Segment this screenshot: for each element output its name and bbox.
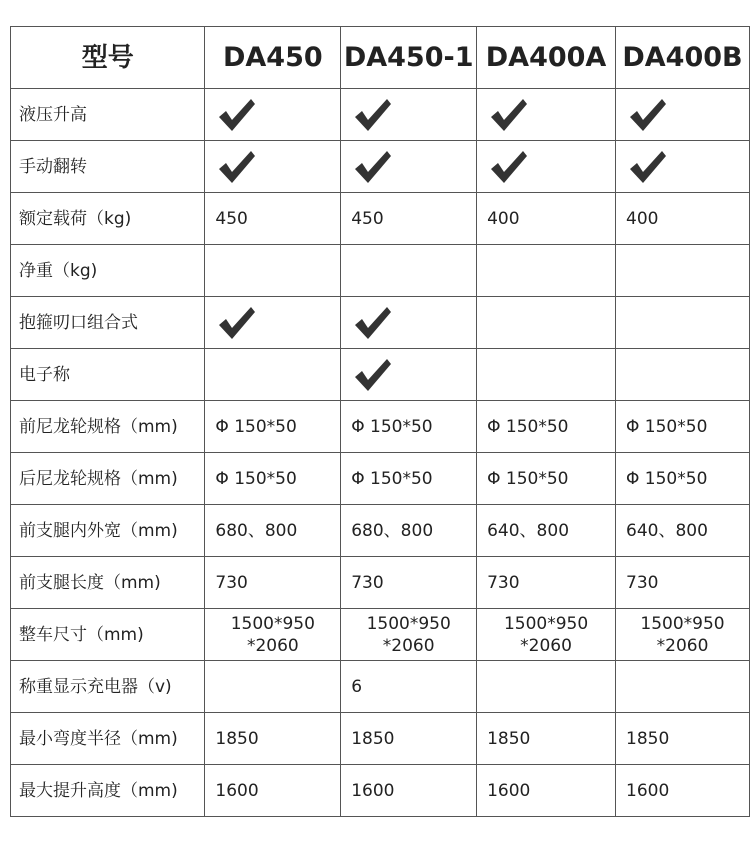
table-cell bbox=[205, 713, 341, 765]
cell-value: Φ 150*50 bbox=[487, 468, 569, 489]
cell-value: 450 bbox=[215, 208, 248, 229]
row-label: 额定载荷（kg) bbox=[11, 193, 205, 245]
cell-value: 730 bbox=[351, 572, 384, 593]
cell-value: Φ 150*50 bbox=[215, 468, 297, 489]
table-cell bbox=[341, 349, 477, 401]
table-row bbox=[11, 661, 750, 713]
cell-value: Φ 150*50 bbox=[215, 416, 297, 437]
table-cell bbox=[477, 141, 616, 193]
table-cell bbox=[205, 401, 341, 453]
row-label: 整车尺寸（mm) bbox=[11, 609, 205, 661]
table-cell bbox=[477, 609, 616, 661]
table-cell bbox=[616, 401, 750, 453]
table-cell bbox=[341, 89, 477, 141]
cell-value: 1600 bbox=[351, 780, 395, 801]
table-row bbox=[11, 245, 750, 297]
table-row bbox=[11, 193, 750, 245]
table-cell bbox=[205, 765, 341, 817]
header-model-label: 型号 bbox=[11, 27, 205, 89]
cell-value: 680、800 bbox=[351, 520, 434, 541]
checkmark-icon bbox=[353, 96, 393, 134]
row-label: 称重显示充电器（v) bbox=[11, 661, 205, 713]
table-cell bbox=[616, 193, 750, 245]
table-cell bbox=[477, 765, 616, 817]
table-row bbox=[11, 609, 750, 661]
cell-line: 1500*950 bbox=[366, 613, 451, 634]
cell-value: 640、800 bbox=[487, 520, 570, 541]
cell-value: 730 bbox=[215, 572, 248, 593]
table-row bbox=[11, 89, 750, 141]
checkmark-icon bbox=[489, 148, 529, 186]
table-cell bbox=[616, 713, 750, 765]
table-cell bbox=[205, 505, 341, 557]
table-row bbox=[11, 349, 750, 401]
table-cell bbox=[205, 453, 341, 505]
table-row bbox=[11, 765, 750, 817]
cell-value: 730 bbox=[626, 572, 659, 593]
checkmark-icon bbox=[217, 304, 257, 342]
table-cell bbox=[341, 401, 477, 453]
table-cell bbox=[477, 245, 616, 297]
table-row bbox=[11, 453, 750, 505]
table-cell bbox=[205, 245, 341, 297]
table-cell bbox=[616, 245, 750, 297]
table-cell bbox=[205, 141, 341, 193]
table-cell bbox=[205, 193, 341, 245]
table-cell bbox=[477, 713, 616, 765]
table-cell bbox=[616, 661, 750, 713]
row-label: 后尼龙轮规格（mm) bbox=[11, 453, 205, 505]
table-cell bbox=[205, 609, 341, 661]
table-cell bbox=[616, 141, 750, 193]
row-label: 抱箍叨口组合式 bbox=[11, 297, 205, 349]
table-cell bbox=[616, 297, 750, 349]
header-model-da450: DA450 bbox=[205, 27, 341, 89]
table-cell bbox=[616, 765, 750, 817]
table-cell bbox=[477, 557, 616, 609]
table-cell bbox=[341, 713, 477, 765]
header-model-da400b: DA400B bbox=[616, 27, 750, 89]
table-cell bbox=[616, 349, 750, 401]
row-label: 最小弯度半径（mm) bbox=[11, 713, 205, 765]
table-cell bbox=[205, 297, 341, 349]
checkmark-icon bbox=[217, 96, 257, 134]
row-label: 液压升高 bbox=[11, 89, 205, 141]
table-cell bbox=[616, 609, 750, 661]
table-cell bbox=[477, 505, 616, 557]
cell-value: 1850 bbox=[215, 728, 259, 749]
row-label: 前支腿长度（mm) bbox=[11, 557, 205, 609]
row-label: 最大提升高度（mm) bbox=[11, 765, 205, 817]
cell-value: Φ 150*50 bbox=[626, 416, 708, 437]
table-cell bbox=[341, 141, 477, 193]
cell-value: 1850 bbox=[351, 728, 395, 749]
spec-table-body bbox=[11, 27, 750, 817]
cell-value: 400 bbox=[487, 208, 520, 229]
header-row bbox=[11, 27, 750, 89]
row-label: 电子称 bbox=[11, 349, 205, 401]
checkmark-icon bbox=[353, 356, 393, 394]
cell-value: 1600 bbox=[487, 780, 531, 801]
spec-table bbox=[10, 26, 750, 817]
cell-value: 680、800 bbox=[215, 520, 298, 541]
row-label: 手动翻转 bbox=[11, 141, 205, 193]
row-label: 前支腿内外宽（mm) bbox=[11, 505, 205, 557]
table-cell bbox=[341, 661, 477, 713]
table-cell bbox=[341, 453, 477, 505]
table-cell bbox=[616, 89, 750, 141]
row-label: 前尼龙轮规格（mm) bbox=[11, 401, 205, 453]
table-cell bbox=[341, 609, 477, 661]
cell-value: Φ 150*50 bbox=[351, 416, 433, 437]
cell-line: 1500*950 bbox=[503, 613, 589, 634]
table-cell bbox=[205, 349, 341, 401]
cell-line: 1500*950 bbox=[230, 613, 315, 634]
table-row bbox=[11, 557, 750, 609]
table-cell bbox=[341, 557, 477, 609]
cell-value: 730 bbox=[487, 572, 520, 593]
cell-value: Φ 150*50 bbox=[626, 468, 708, 489]
table-cell bbox=[477, 193, 616, 245]
cell-value: 1600 bbox=[215, 780, 259, 801]
checkmark-icon bbox=[217, 148, 257, 186]
cell-value: 1850 bbox=[487, 728, 531, 749]
cell-line: *2060 bbox=[382, 635, 435, 656]
table-cell bbox=[477, 661, 616, 713]
table-cell bbox=[477, 89, 616, 141]
cell-value: Φ 150*50 bbox=[351, 468, 433, 489]
cell-line: *2060 bbox=[246, 635, 299, 656]
table-row bbox=[11, 713, 750, 765]
table-cell bbox=[205, 557, 341, 609]
header-model-da400a: DA400A bbox=[477, 27, 616, 89]
checkmark-icon bbox=[353, 148, 393, 186]
checkmark-icon bbox=[489, 96, 529, 134]
table-cell bbox=[616, 453, 750, 505]
cell-line: 1500*950 bbox=[640, 613, 725, 634]
table-row bbox=[11, 505, 750, 557]
cell-value: 640、800 bbox=[626, 520, 708, 541]
checkmark-icon bbox=[628, 148, 668, 186]
cell-value: 400 bbox=[626, 208, 659, 229]
cell-value: Φ 150*50 bbox=[487, 416, 569, 437]
table-row bbox=[11, 297, 750, 349]
table-cell bbox=[477, 297, 616, 349]
cell-value: 6 bbox=[351, 676, 363, 697]
header-model-da450-1: DA450-1 bbox=[341, 27, 477, 89]
table-cell bbox=[341, 193, 477, 245]
cell-value: 1850 bbox=[626, 728, 670, 749]
table-cell bbox=[341, 245, 477, 297]
cell-line: *2060 bbox=[520, 635, 572, 656]
table-cell bbox=[341, 505, 477, 557]
table-row bbox=[11, 401, 750, 453]
table-cell bbox=[341, 765, 477, 817]
row-label: 净重（kg) bbox=[11, 245, 205, 297]
table-cell bbox=[477, 453, 616, 505]
table-cell bbox=[477, 349, 616, 401]
checkmark-icon bbox=[628, 96, 668, 134]
table-cell bbox=[616, 505, 750, 557]
table-cell bbox=[616, 557, 750, 609]
table-cell bbox=[205, 661, 341, 713]
cell-value: 1600 bbox=[626, 780, 670, 801]
cell-line: *2060 bbox=[656, 635, 709, 656]
checkmark-icon bbox=[353, 304, 393, 342]
table-cell bbox=[477, 401, 616, 453]
cell-value: 450 bbox=[351, 208, 384, 229]
table-cell bbox=[341, 297, 477, 349]
table-cell bbox=[205, 89, 341, 141]
table-row bbox=[11, 141, 750, 193]
